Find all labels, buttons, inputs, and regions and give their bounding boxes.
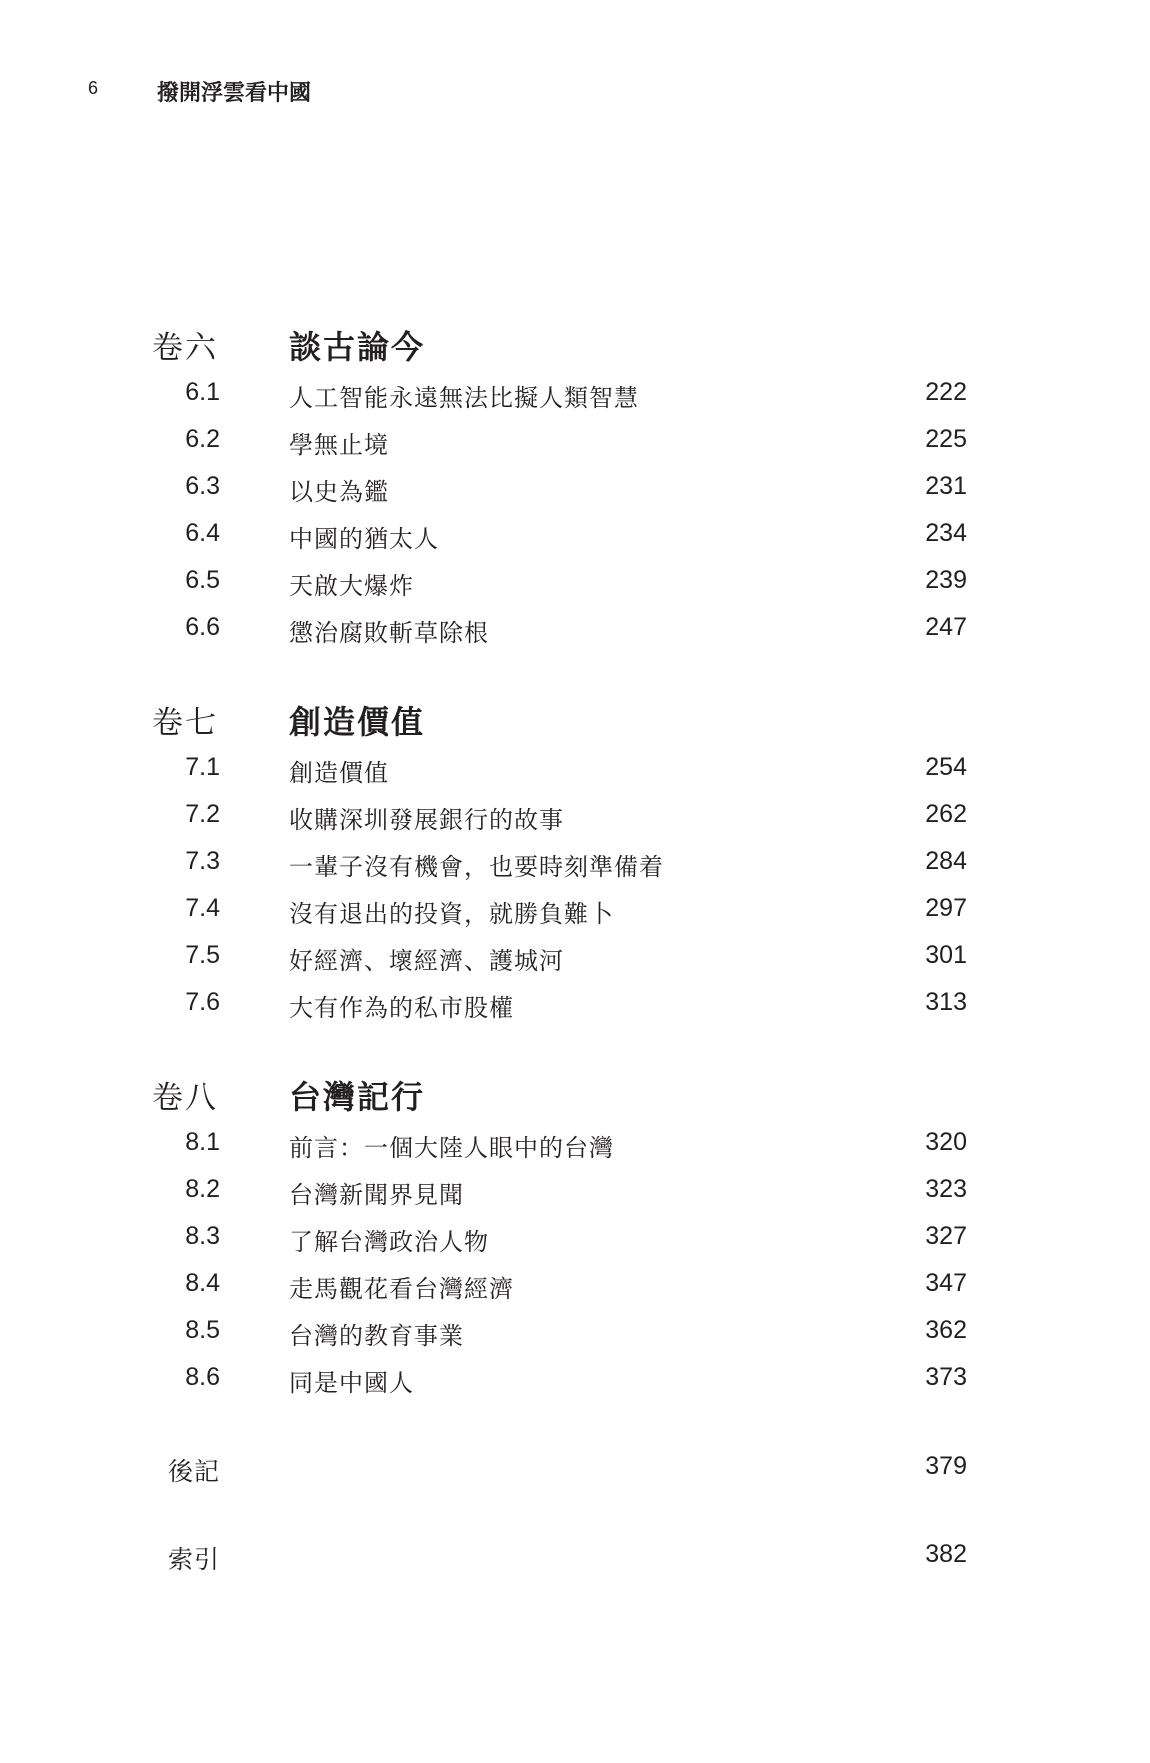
entry-page: 301 [925,941,967,969]
toc-entry[interactable] [0,519,1150,553]
entry-title: 前言：一個大陸人眼中的台灣 [289,1134,614,1162]
entry-number: 8.5 [185,1316,220,1344]
volume-heading [0,322,1150,366]
toc-entry[interactable] [0,425,1150,459]
entry-page: 327 [925,1222,967,1250]
entry-page: 222 [925,378,967,406]
entry-title: 大有作為的私市股權 [289,994,514,1022]
entry-number: 7.3 [185,847,220,875]
entry-number: 6.1 [185,378,220,406]
toc-entry[interactable] [0,1128,1150,1162]
entry-title: 中國的猶太人 [289,525,439,553]
entry-page: 320 [925,1128,967,1156]
volume-title: 台灣記行 [289,1078,426,1116]
entry-page: 225 [925,425,967,453]
volume-heading [0,697,1150,741]
toc-entry-index[interactable] [0,1540,1150,1574]
entry-page: 239 [925,566,967,594]
toc-entry[interactable] [0,566,1150,600]
volume-label: 卷七 [152,705,218,741]
toc-entry[interactable] [0,753,1150,787]
entry-page: 231 [925,472,967,500]
entry-title: 學無止境 [289,431,389,459]
entry-page: 323 [925,1175,967,1203]
entry-title: 走馬觀花看台灣經濟 [289,1275,514,1303]
toc-entry[interactable] [0,941,1150,975]
entry-title: 了解台灣政治人物 [289,1228,489,1256]
book-title: 撥開浮雲看中國 [157,81,312,106]
toc-entry[interactable] [0,800,1150,834]
entry-number: 7.1 [185,753,220,781]
entry-number: 6.3 [185,472,220,500]
toc-entry[interactable] [0,988,1150,1022]
entry-title: 以史為鑑 [289,478,389,506]
entry-page: 247 [925,613,967,641]
toc-entry[interactable] [0,472,1150,506]
toc-entry[interactable] [0,613,1150,647]
entry-number: 8.4 [185,1269,220,1297]
entry-title: 台灣新聞界見聞 [289,1181,464,1209]
entry-number: 7.2 [185,800,220,828]
entry-title: 人工智能永遠無法比擬人類智慧 [289,384,639,412]
entry-number: 7.5 [185,941,220,969]
entry-title: 沒有退出的投資，就勝負難卜 [289,900,614,928]
toc-entry[interactable] [0,378,1150,412]
entry-number: 8.6 [185,1363,220,1391]
entry-title: 台灣的教育事業 [289,1322,464,1350]
entry-title: 好經濟、壞經濟、護城河 [289,947,564,975]
entry-page: 297 [925,894,967,922]
entry-number: 8.3 [185,1222,220,1250]
volume-title: 談古論今 [289,328,426,366]
entry-number: 6.5 [185,566,220,594]
entry-title: 創造價值 [289,759,389,787]
entry-page: 313 [925,988,967,1016]
toc-entry[interactable] [0,847,1150,881]
entry-title: 收購深圳發展銀行的故事 [289,806,564,834]
volume-heading [0,1072,1150,1116]
volume-label: 卷六 [152,330,218,366]
entry-number: 6.4 [185,519,220,547]
toc-entry-afterword[interactable] [0,1452,1150,1486]
entry-page: 382 [925,1540,967,1568]
toc-entry[interactable] [0,1222,1150,1256]
entry-page: 362 [925,1316,967,1344]
toc-entry[interactable] [0,1269,1150,1303]
entry-number: 7.6 [185,988,220,1016]
toc-entry[interactable] [0,1175,1150,1209]
entry-number: 6.2 [185,425,220,453]
entry-title: 後記 [168,1457,221,1486]
entry-number: 8.2 [185,1175,220,1203]
entry-title: 懲治腐敗斬草除根 [289,619,489,647]
entry-page: 373 [925,1363,967,1391]
entry-number: 7.4 [185,894,220,922]
entry-title: 索引 [168,1545,221,1574]
entry-page: 262 [925,800,967,828]
entry-number: 8.1 [185,1128,220,1156]
entry-page: 379 [925,1452,967,1480]
toc-entry[interactable] [0,1316,1150,1350]
toc-entry[interactable] [0,1363,1150,1397]
volume-title: 創造價值 [289,703,426,741]
toc-entry[interactable] [0,894,1150,928]
entry-number: 6.6 [185,613,220,641]
volume-label: 卷八 [152,1080,218,1116]
entry-page: 347 [925,1269,967,1297]
entry-title: 同是中國人 [289,1369,414,1397]
entry-title: 天啟大爆炸 [289,572,414,600]
entry-page: 284 [925,847,967,875]
entry-page: 234 [925,519,967,547]
page-number: 6 [88,78,99,98]
entry-page: 254 [925,753,967,781]
entry-title: 一輩子沒有機會，也要時刻準備着 [289,853,664,881]
